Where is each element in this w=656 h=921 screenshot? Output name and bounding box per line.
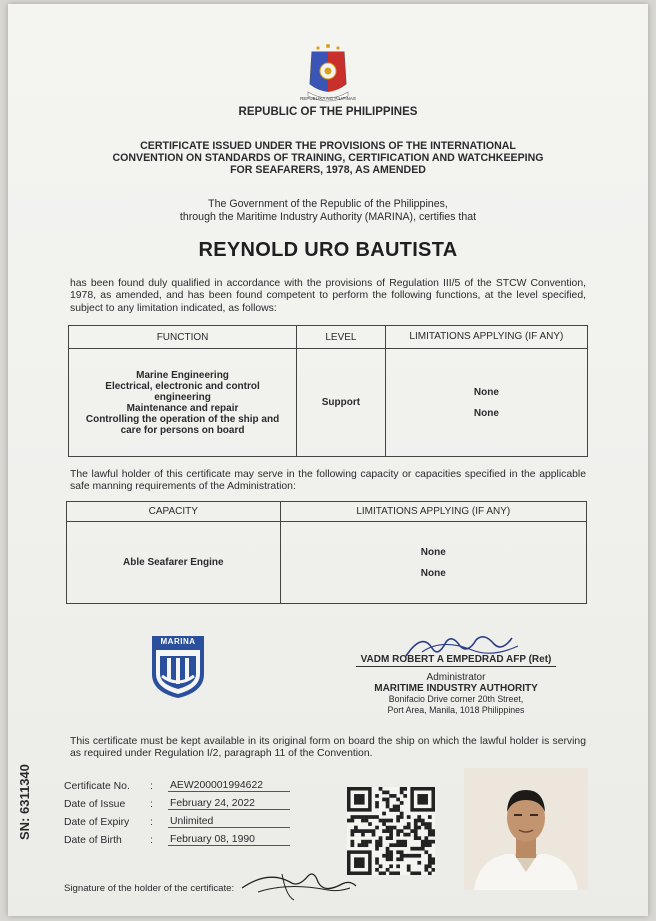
authority-signature-block xyxy=(356,632,556,715)
keep-certificate-paragraph: This certificate must be kept available in its original form on board the ship on which the lawful holder is serving as required under Regulation I/2, paragraph 11 of the Convention. xyxy=(70,736,586,760)
qualification-paragraph: has been found duly qualified in accordance with the provisions of Regulation III/5 of the STCW Convention, 1978, as amended, and has been found competent to perform the following functions, at the level specified, subject to any limitation indicated, as follows: xyxy=(70,278,586,314)
detail-colon: : xyxy=(150,781,153,792)
functions-cell xyxy=(69,349,297,457)
capacity-header: CAPACITY xyxy=(67,502,281,522)
detail-value: February 24, 2022 xyxy=(168,798,290,810)
detail-colon: : xyxy=(150,799,153,810)
certificate-title xyxy=(68,140,588,176)
holder-signature xyxy=(238,862,358,902)
title-line-2: CONVENTION ON STANDARDS OF TRAINING, CERTIFICATION AND WATCHKEEPING xyxy=(112,152,544,164)
title-line-1: CERTIFICATE ISSUED UNDER THE PROVISIONS OF THE INTERNATIONAL xyxy=(140,140,516,152)
function-item: care for persons on board xyxy=(120,424,245,436)
detail-colon: : xyxy=(150,835,153,846)
level-header: LEVEL xyxy=(297,326,386,349)
administrator-signature xyxy=(402,628,522,662)
capacity-cell: Able Seafarer Engine xyxy=(67,522,281,604)
detail-label: Certificate No. xyxy=(64,781,130,792)
serial-number-text: SN: 6311340 xyxy=(17,764,32,840)
function-item: Controlling the operation of the ship and xyxy=(85,413,280,425)
certificate-page xyxy=(8,4,648,916)
certificate-details xyxy=(64,774,290,846)
detail-value: February 08, 1990 xyxy=(168,834,290,846)
detail-row-date-of-issue xyxy=(64,792,290,810)
limitations-header: LIMITATIONS APPLYING (IF ANY) xyxy=(385,326,587,349)
detail-row-date-of-birth xyxy=(64,828,290,846)
gov-line-1: The Government of the Republic of the Philippines, xyxy=(208,198,448,210)
detail-value: Unlimited xyxy=(168,816,290,828)
holder-name: REYNOLD URO BAUTISTA xyxy=(198,239,458,261)
limitation-value: None xyxy=(473,407,499,419)
authority-name: MARITIME INDUSTRY AUTHORITY xyxy=(374,683,538,694)
authority-address-line-2: Port Area, Manila, 1018 Philippines xyxy=(387,704,525,715)
marina-logo-text: MARINA xyxy=(160,637,196,646)
republic-heading: REPUBLIC OF THE PHILIPPINES xyxy=(238,106,418,118)
authority-address-line-1: Bonifacio Drive corner 20th Street, xyxy=(388,694,524,704)
detail-label: Date of Birth xyxy=(64,835,122,846)
function-item: Marine Engineering xyxy=(136,369,229,381)
detail-row-date-of-expiry xyxy=(64,810,290,828)
capacity-limitations-cell xyxy=(280,522,586,604)
detail-value: AEW200001994622 xyxy=(168,780,290,792)
level-cell: Support xyxy=(297,349,386,457)
signer-role: Administrator xyxy=(426,672,486,683)
government-statement xyxy=(68,198,588,224)
title-line-3: FOR SEAFARERS, 1978, AS AMENDED xyxy=(230,164,426,176)
limitation-value: None xyxy=(420,546,446,558)
capacity-table xyxy=(66,501,587,604)
function-item: Maintenance and repair xyxy=(126,402,239,414)
detail-colon: : xyxy=(150,817,153,828)
detail-label: Date of Issue xyxy=(64,799,126,810)
function-item: engineering xyxy=(154,391,211,403)
detail-row-certificate-no xyxy=(64,774,290,792)
function-item: Electrical, electronic and control xyxy=(105,380,260,392)
detail-label: Date of Expiry xyxy=(64,817,130,828)
gov-line-2: through the Maritime Industry Authority (MARINA), certifies that xyxy=(179,211,477,223)
signer-name: VADM ROBERT A EMPEDRAD AFP (Ret) xyxy=(356,654,556,667)
capacity-paragraph: The lawful holder of this certificate may serve in the following capacity or capacities specified in the applicable safe manning requirements of the Administration: xyxy=(70,469,586,493)
functions-table xyxy=(68,325,588,457)
seal-ribbon-text: REPUBLIKA NG PILIPINAS xyxy=(300,96,356,101)
function-limitations-cell xyxy=(385,349,587,457)
limitation-value: None xyxy=(473,386,499,398)
qr-code-icon xyxy=(347,787,435,875)
holder-signature-label: Signature of the holder of the certificate: xyxy=(64,883,235,894)
holder-photo xyxy=(464,768,588,890)
capacity-limitations-header: LIMITATIONS APPLYING (IF ANY) xyxy=(280,502,586,522)
limitation-value: None xyxy=(420,567,446,579)
serial-number xyxy=(14,744,34,844)
function-header: FUNCTION xyxy=(69,326,297,349)
